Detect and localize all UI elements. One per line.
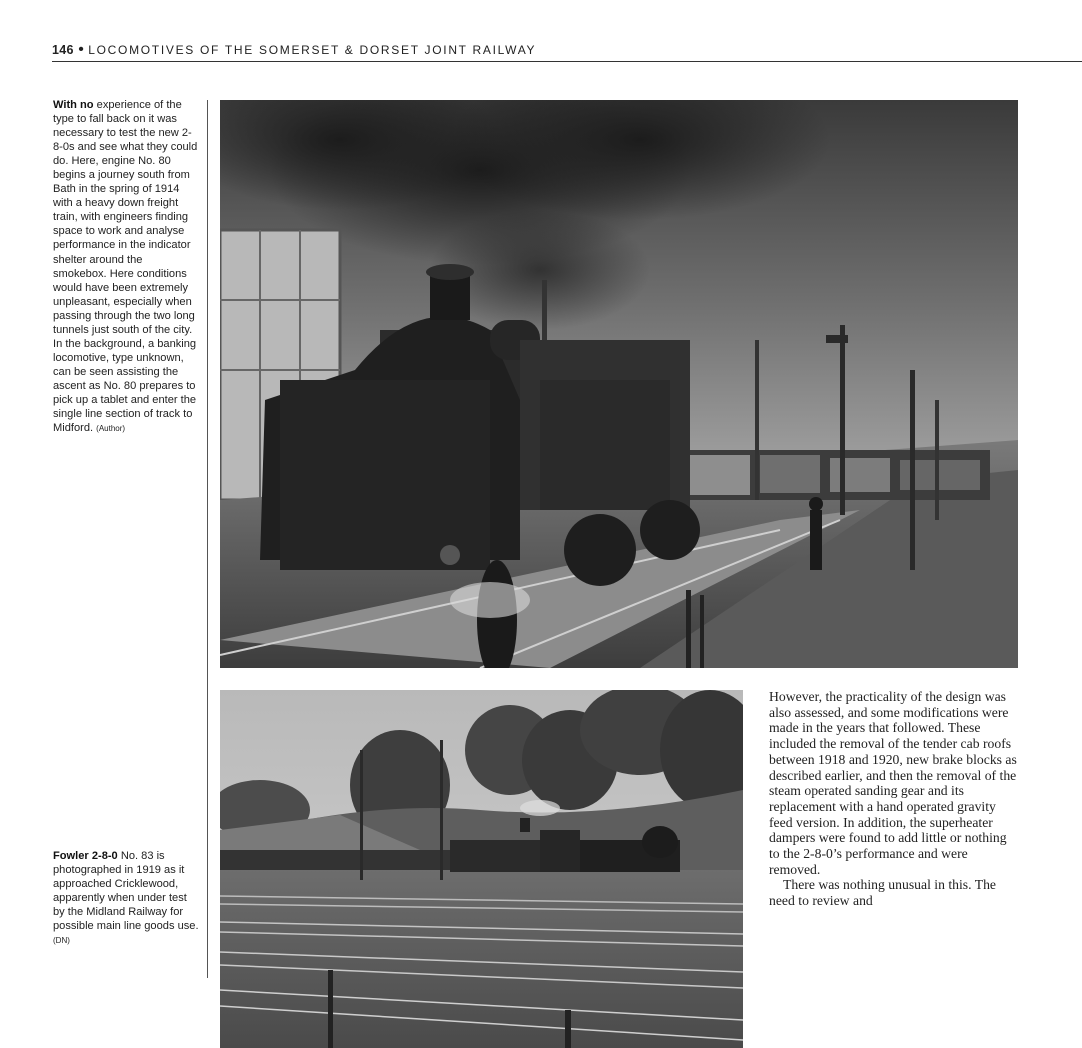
photo-credit: (Author) (96, 424, 126, 434)
photo-credit: (DN) (53, 936, 70, 946)
photo-caption-top (53, 98, 199, 436)
photo-locomotive-80 (220, 100, 1018, 668)
body-paragraph: However, the practicality of the design was also assessed, and some modifications were made in the years that followed. These included the removal of the tender cab roofs between 1918 and 1920, new brake blocks as described earlier, and then the removal of the steam operated sanding gear and its replacement with a hand operated gravity feed version. In addition, the superheater dampers were found to add little or nothing to the 2-8-0’s performance and were removed. (769, 689, 1017, 877)
body-paragraph: There was nothing unusual in this. The need to review and (769, 877, 997, 909)
running-header (52, 41, 1082, 61)
running-title: LOCOMOTIVES OF THE SOMERSET & DORSET JOINT RAILWAY (88, 43, 537, 57)
header-rule (52, 61, 1082, 62)
header-separator: • (73, 41, 89, 58)
caption-text: experience of the type to fall back on it was necessary to test the new 2-8-0s and see what they could do. Here, engine No. 80 begins a journey south from Bath in the spring of 1914 with a heavy down freight train, with engineers finding space to work and analyse performance in the indicator shelter around the smokebox. Here conditions would have been extremely unpleasant, especially when passing through the two long tunnels just south of the city. In the background, a banking locomotive, type unknown, can be seen assisting the ascent as No. 80 prepares to pick up a tablet and enter the single line section of track to Midford. (53, 99, 198, 435)
body-text-column (769, 689, 1019, 909)
photo-caption-bottom (53, 849, 199, 948)
page-number: 146 (52, 43, 74, 57)
photo-fowler-83 (220, 690, 743, 1048)
caption-lead: With no (53, 99, 94, 111)
caption-lead: Fowler 2-8-0 (53, 850, 118, 862)
caption-column-rule (207, 100, 208, 978)
caption-text: No. 83 is photographed in 1919 as it approached Cricklewood, apparently when under test by the Midland Railway for possible main line goods use. (53, 850, 199, 933)
